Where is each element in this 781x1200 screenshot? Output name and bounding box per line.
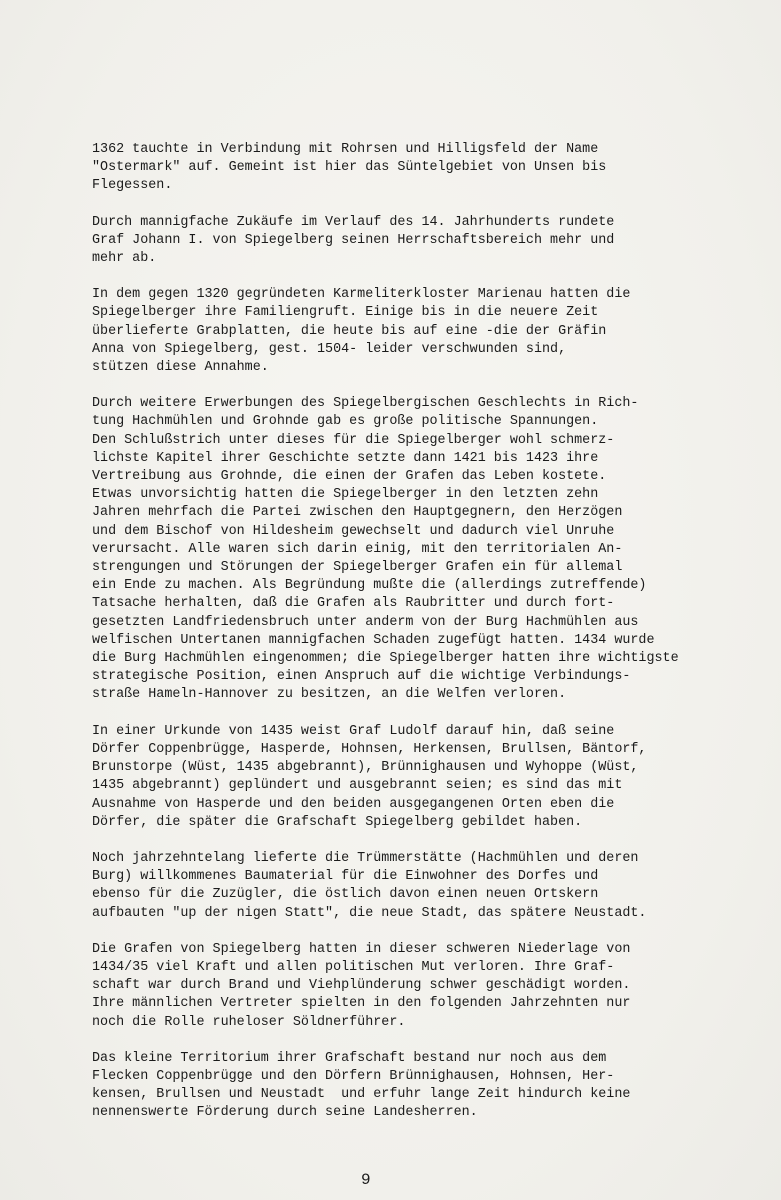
text-line: Flegessen. xyxy=(92,178,173,194)
text-line: Brunstorpe (Wüst, 1435 abgebrannt), Brünnighausen und Wyhoppe (Wüst, xyxy=(92,760,639,776)
text-line: lichste Kapitel ihrer Geschichte setzte dann 1421 bis 1423 ihre xyxy=(92,450,599,466)
text-line: Durch mannigfache Zukäufe im Verlauf des 14. Jahrhunderts rundete xyxy=(92,214,615,230)
text-line: Vertreibung aus Grohnde, die einen der Grafen das Leben kostete. xyxy=(92,469,607,485)
text-line: Burg) willkommenes Baumaterial für die Einwohner des Dorfes und xyxy=(92,869,599,885)
text-line: Durch weitere Erwerbungen des Spiegelbergischen Geschlechts in Rich- xyxy=(92,396,639,412)
text-line: straße Hameln-Hannover zu besitzen, an die Welfen verloren. xyxy=(92,687,567,703)
paragraph xyxy=(92,1050,732,1123)
text-line: kensen, Brullsen und Neustadt und erfuhr lange Zeit hindurch keine xyxy=(92,1087,631,1103)
text-line: Etwas unvorsichtig hatten die Spiegelberger in den letzten zehn xyxy=(92,487,599,503)
text-line: aufbauten "up der nigen Statt", die neue Stadt, das spätere Neustadt. xyxy=(92,905,647,921)
text-line: Noch jahrzehntelang lieferte die Trümmerstätte (Hachmühlen und deren xyxy=(92,850,639,866)
paragraph xyxy=(92,723,732,832)
text-line: strategische Position, einen Anspruch auf die wichtige Verbindungs- xyxy=(92,669,631,685)
text-line: Dörfer, die später die Grafschaft Spiegelberg gebildet haben. xyxy=(92,814,583,830)
text-line: verursacht. Alle waren sich darin einig, mit den territorialen An- xyxy=(92,541,623,557)
text-line: Tatsache herhalten, daß die Grafen als Raubritter und durch fort- xyxy=(92,596,615,612)
text-line: 1362 tauchte in Verbindung mit Rohrsen und Hilligsfeld der Name xyxy=(92,142,599,157)
text-line: gesetzten Landfriedensbruch unter anderm von der Burg Hachmühlen aus xyxy=(92,614,639,630)
text-line: nennenswerte Förderung durch seine Landesherren. xyxy=(92,1105,478,1121)
text-line: 1434/35 viel Kraft und allen politischen Mut verloren. Ihre Graf- xyxy=(92,959,615,975)
text-line: die Burg Hachmühlen eingenommen; die Spiegelberger hatten ihre wichtigste xyxy=(92,651,679,667)
text-line: Die Grafen von Spiegelberg hatten in dieser schweren Niederlage von xyxy=(92,941,631,957)
text-line: Anna von Spiegelberg, gest. 1504- leider verschwunden sind, xyxy=(92,341,567,357)
paragraph xyxy=(92,395,732,704)
text-line: In dem gegen 1320 gegründeten Karmeliterkloster Marienau hatten die xyxy=(92,287,631,303)
text-line: ebenso für die Zuzügler, die östlich davon einen neuen Ortskern xyxy=(92,887,599,903)
text-line: Das kleine Territorium ihrer Grafschaft bestand nur noch aus dem xyxy=(92,1050,607,1066)
paragraph xyxy=(92,214,732,269)
text-line: schaft war durch Brand und Viehplünderung schwer geschädigt worden. xyxy=(92,978,631,994)
text-line: tung Hachmühlen und Grohnde gab es große politische Spannungen. xyxy=(92,414,599,430)
paragraph xyxy=(92,141,732,196)
text-line: Spiegelberger ihre Familiengruft. Einige bis in die neuere Zeit xyxy=(92,305,599,321)
page-number: 9 xyxy=(361,1171,371,1189)
text-line: überlieferte Grabplatten, die heute bis auf eine -die der Gräfin xyxy=(92,323,607,339)
text-line: welfischen Untertanen mannigfachen Schaden zugefügt hatten. 1434 wurde xyxy=(92,632,655,648)
text-line: 1435 abgebrannt) geplündert und ausgebrannt seien; es sind das mit xyxy=(92,778,623,794)
text-line: Dörfer Coppenbrügge, Hasperde, Hohnsen, Herkensen, Brullsen, Bäntorf, xyxy=(92,741,647,757)
text-line: ein Ende zu machen. Als Begründung mußte die (allerdings zutreffende) xyxy=(92,578,647,594)
text-line: Graf Johann I. von Spiegelberg seinen Herrschaftsbereich mehr und xyxy=(92,232,615,248)
paragraph xyxy=(92,850,732,923)
text-line: In einer Urkunde von 1435 weist Graf Ludolf darauf hin, daß seine xyxy=(92,723,615,739)
text-line: und dem Bischof von Hildesheim gewechselt und dadurch viel Unruhe xyxy=(92,523,615,539)
text-line: "Ostermark" auf. Gemeint ist hier das Süntelgebiet von Unsen bis xyxy=(92,160,607,176)
text-line: Jahren mehrfach die Partei zwischen den Hauptgegnern, den Herzögen xyxy=(92,505,623,521)
body-text xyxy=(92,141,732,1141)
text-line: Ihre männlichen Vertreter spielten in den folgenden Jahrzehnten nur xyxy=(92,996,631,1012)
text-line: Flecken Coppenbrügge und den Dörfern Brünnighausen, Hohnsen, Her- xyxy=(92,1068,615,1084)
text-line: Den Schlußstrich unter dieses für die Spiegelberger wohl schmerz- xyxy=(92,432,615,448)
paragraph xyxy=(92,286,732,377)
text-line: noch die Rolle ruheloser Söldnerführer. xyxy=(92,1014,406,1030)
text-line: strengungen und Störungen der Spiegelberger Grafen ein für allemal xyxy=(92,560,623,576)
text-line: mehr ab. xyxy=(92,251,157,267)
paragraph xyxy=(92,941,732,1032)
text-line: Ausnahme von Hasperde und den beiden ausgegangenen Orten eben die xyxy=(92,796,615,812)
text-line: stützen diese Annahme. xyxy=(92,360,269,376)
